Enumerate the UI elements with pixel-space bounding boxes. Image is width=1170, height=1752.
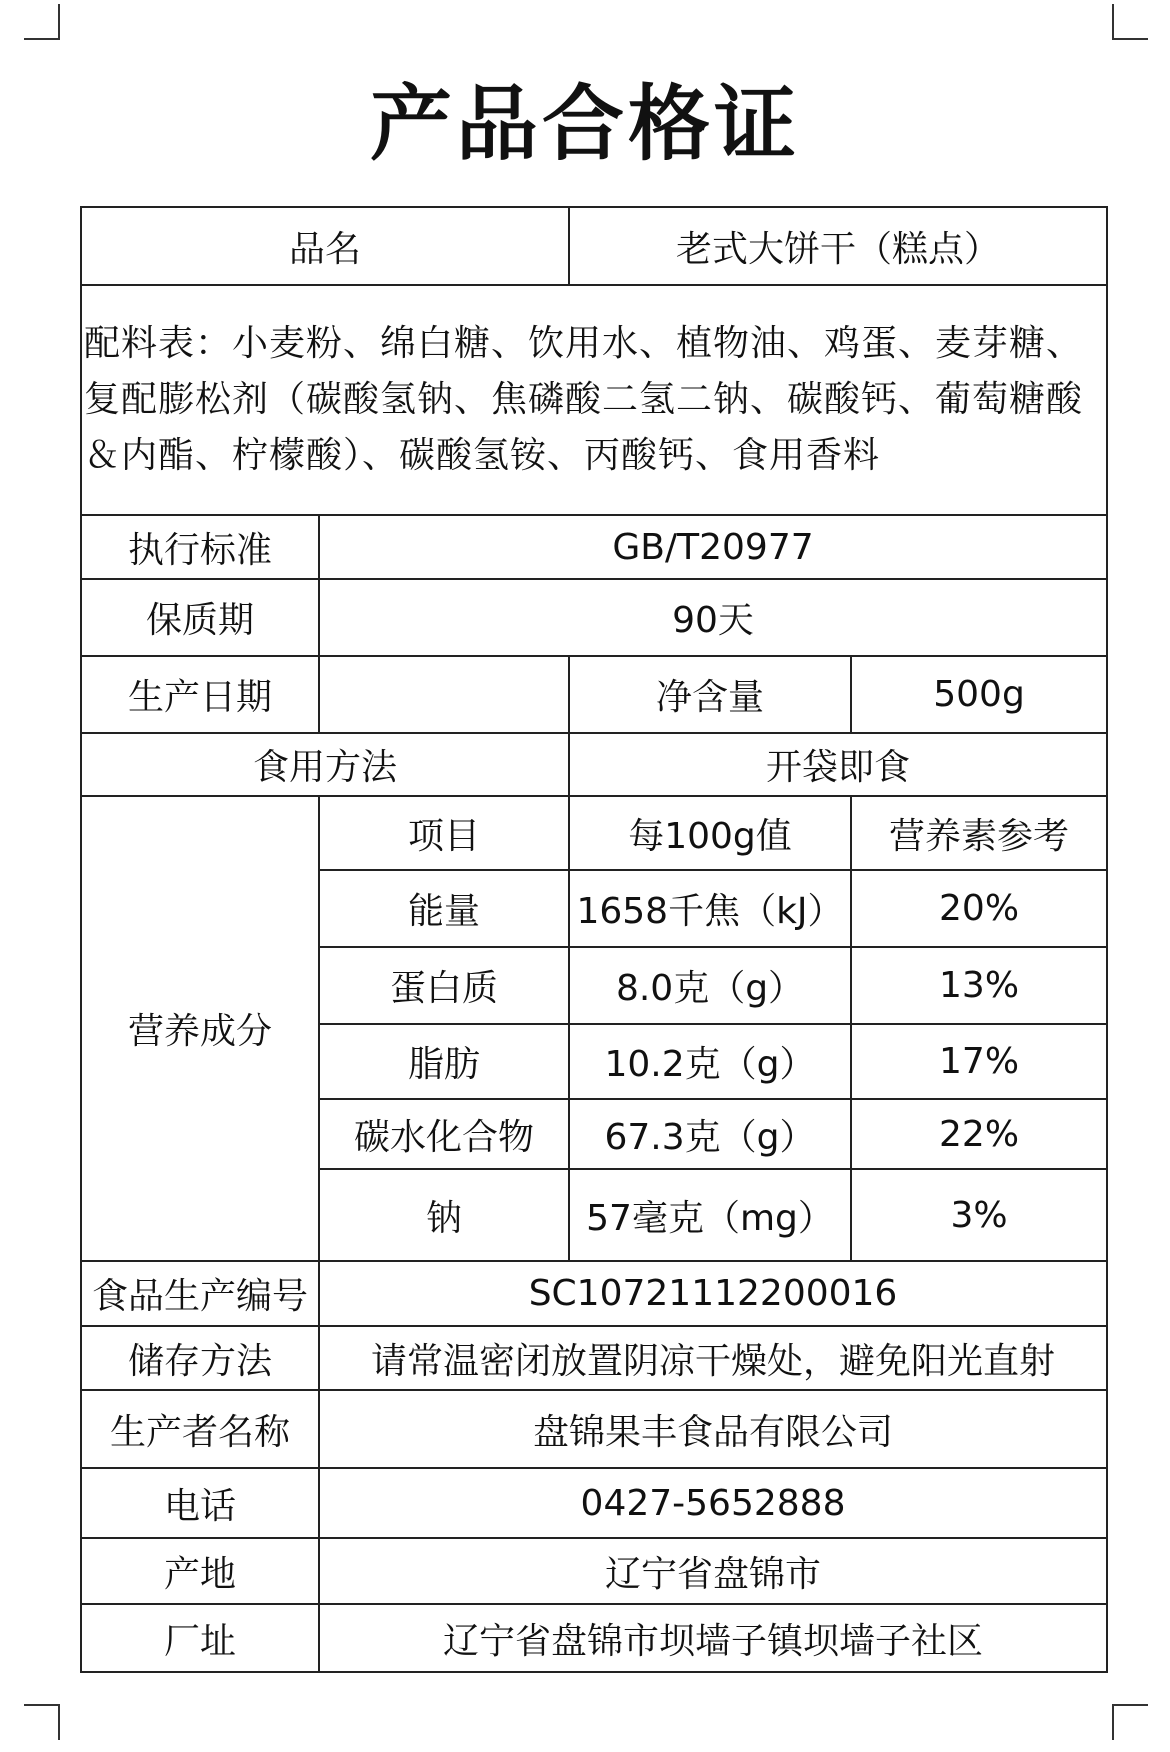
phone-value: 0427-5652888	[319, 1468, 1107, 1538]
usage-value: 开袋即食	[569, 733, 1107, 796]
ingredients-text: 配料表：小麦粉、绵白糖、饮用水、植物油、鸡蛋、麦芽糖、复配膨松剂（碳酸氢钠、焦磷酸二氢二钠、碳酸钙、葡萄糖酸＆内酯、柠檬酸）、碳酸氢铵、丙酸钙、食用香料	[81, 285, 1107, 515]
net-content-label: 净含量	[569, 656, 851, 733]
origin-value: 辽宁省盘锦市	[319, 1538, 1107, 1604]
manufacturer-value: 盘锦果丰食品有限公司	[319, 1390, 1107, 1468]
nutrition-header-nrv: 营养素参考	[851, 796, 1107, 870]
address-row	[81, 1604, 1107, 1672]
nutrition-item: 蛋白质	[319, 947, 569, 1024]
address-label: 厂址	[81, 1604, 319, 1672]
nutrition-header-per100g: 每100g值	[569, 796, 851, 870]
nutrition-per100g: 1658千焦（kJ）	[569, 870, 851, 947]
date-net-row	[81, 656, 1107, 733]
storage-label: 储存方法	[81, 1326, 319, 1390]
storage-value: 请常温密闭放置阴凉干燥处，避免阳光直射	[319, 1326, 1107, 1390]
nutrition-per100g: 8.0克（g）	[569, 947, 851, 1024]
nutrition-nrv: 20%	[851, 870, 1107, 947]
usage-row	[81, 733, 1107, 796]
shelf-life-row	[81, 579, 1107, 656]
production-date-label: 生产日期	[81, 656, 319, 733]
standard-value: GB/T20977	[319, 515, 1107, 579]
nutrition-item: 碳水化合物	[319, 1099, 569, 1169]
crop-mark-bottom-right	[1112, 1704, 1148, 1740]
nutrition-label: 营养成分	[81, 796, 319, 1261]
nutrition-per100g: 10.2克（g）	[569, 1024, 851, 1099]
origin-row	[81, 1538, 1107, 1604]
production-date-value	[319, 656, 569, 733]
usage-label: 食用方法	[81, 733, 569, 796]
manufacturer-label: 生产者名称	[81, 1390, 319, 1468]
nutrition-header-row	[81, 796, 1107, 870]
nutrition-nrv: 17%	[851, 1024, 1107, 1099]
standard-row	[81, 515, 1107, 579]
origin-label: 产地	[81, 1538, 319, 1604]
standard-label: 执行标准	[81, 515, 319, 579]
product-name-label: 品名	[81, 207, 569, 285]
storage-row	[81, 1326, 1107, 1390]
nutrition-per100g: 67.3克（g）	[569, 1099, 851, 1169]
ingredients-row	[81, 285, 1107, 515]
nutrition-header-item: 项目	[319, 796, 569, 870]
nutrition-nrv: 22%	[851, 1099, 1107, 1169]
phone-row	[81, 1468, 1107, 1538]
crop-mark-bottom-left	[24, 1704, 60, 1740]
license-value: SC10721112200016	[319, 1261, 1107, 1326]
product-name-value: 老式大饼干（糕点）	[569, 207, 1107, 285]
certificate-table	[80, 206, 1108, 1673]
shelf-life-label: 保质期	[81, 579, 319, 656]
nutrition-nrv: 13%	[851, 947, 1107, 1024]
nutrition-nrv: 3%	[851, 1169, 1107, 1261]
crop-mark-top-right	[1112, 4, 1148, 40]
address-value: 辽宁省盘锦市坝墙子镇坝墙子社区	[319, 1604, 1107, 1672]
license-label: 食品生产编号	[81, 1261, 319, 1326]
manufacturer-row	[81, 1390, 1107, 1468]
shelf-life-value: 90天	[319, 579, 1107, 656]
phone-label: 电话	[81, 1468, 319, 1538]
crop-mark-top-left	[24, 4, 60, 40]
license-row	[81, 1261, 1107, 1326]
net-content-value: 500g	[851, 656, 1107, 733]
nutrition-per100g: 57毫克（mg）	[569, 1169, 851, 1261]
product-name-row	[81, 207, 1107, 285]
nutrition-item: 钠	[319, 1169, 569, 1261]
nutrition-item: 脂肪	[319, 1024, 569, 1099]
nutrition-item: 能量	[319, 870, 569, 947]
page-title: 产品合格证	[369, 77, 800, 172]
